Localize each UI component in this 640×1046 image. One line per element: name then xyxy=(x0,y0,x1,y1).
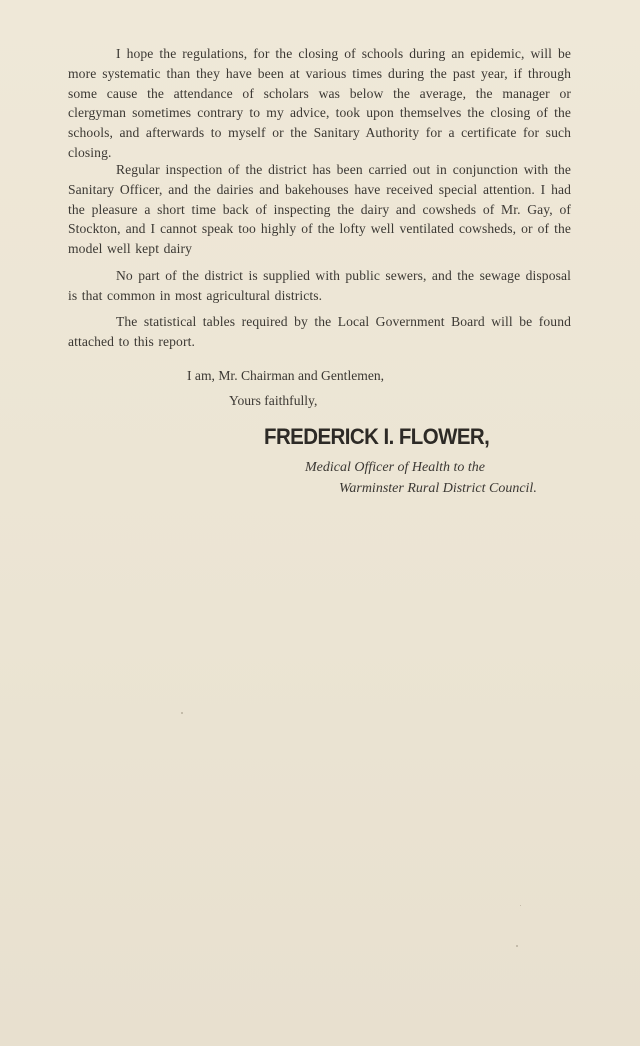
paragraph-school-closing xyxy=(68,44,571,163)
closing-valediction: Yours faithfully, xyxy=(229,393,318,408)
paper-speck xyxy=(520,905,521,906)
paragraph-text: The statistical tables required by the Local Government Board will be found attached to this report. xyxy=(68,314,571,349)
closing-salutation: I am, Mr. Chairman and Gentlemen, xyxy=(187,368,385,383)
paragraph-sewers xyxy=(68,266,571,306)
paper-speck xyxy=(516,945,518,947)
paragraph-text: I hope the regulations, for the closing of schools during an epidemic, will be more systematic than they have been at various times during the past year, if through some cause the attendance of scholars was below the average, the manager or clergyman sometimes contrary to my advice, took upon themselves the closing of the schools, and afterwards to myself or the Sanitary Authority for a certificate for such closing. xyxy=(68,46,571,160)
paragraph-inspection xyxy=(68,160,571,259)
paragraph-text: Regular inspection of the district has been carried out in conjunction with the Sanitary Officer, and the dairies and bakehouses have received special attention. I had the pleasure a short time back of inspecting the dairy and cowsheds of Mr. Gay, of Stockton, and I cannot speak too highly of the lofty well ventilated cowsheds, or of the model well kept dairy xyxy=(68,162,571,257)
paragraph-text: No part of the district is supplied with public sewers, and the sewage disposal is that common in most agricultural districts. xyxy=(68,268,571,303)
signature-title-line-2: Warminster Rural District Council. xyxy=(339,481,537,496)
signature-name: FREDERICK I. FLOWER, xyxy=(264,424,490,449)
signature-title-line-1: Medical Officer of Health to the xyxy=(305,460,486,475)
paper-speck xyxy=(181,712,183,714)
paragraph-statistical-tables xyxy=(68,312,571,352)
